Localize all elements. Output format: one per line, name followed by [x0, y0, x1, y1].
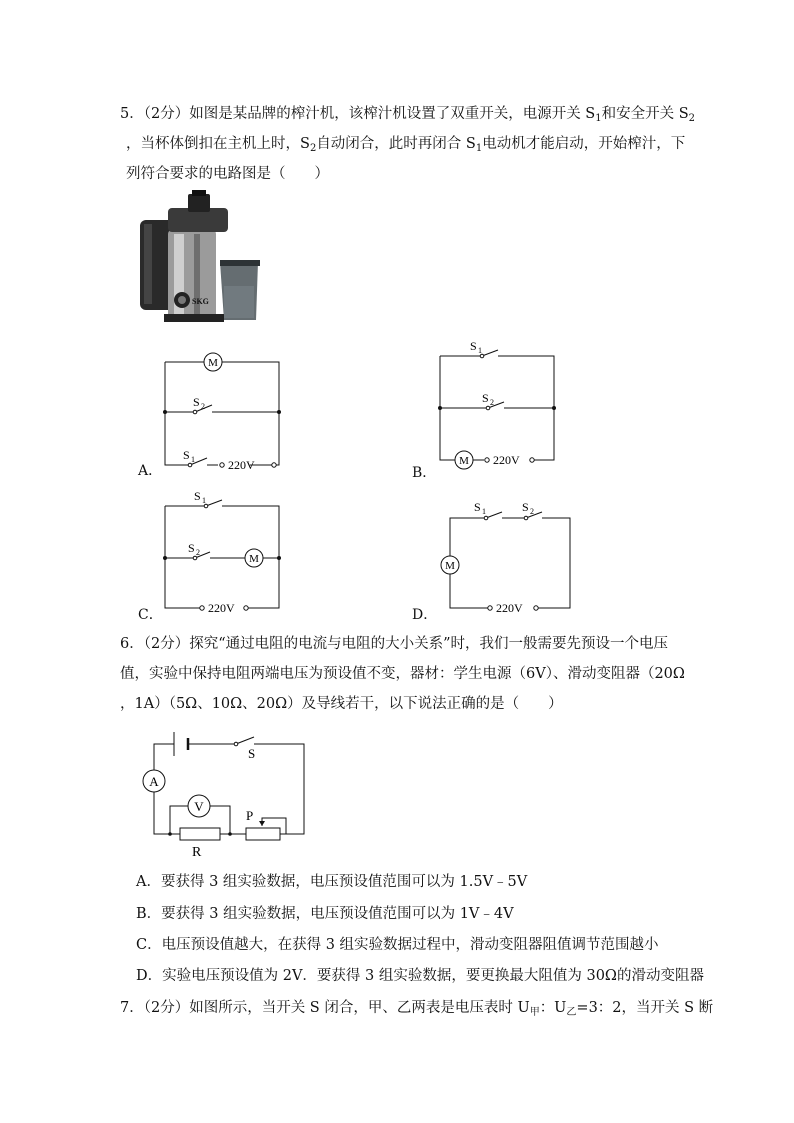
svg-text:220V: 220V: [228, 458, 255, 472]
rheostat-icon: [246, 828, 280, 840]
svg-text:1: 1: [478, 346, 482, 355]
slider-arrow-icon: [259, 821, 265, 826]
svg-text:220V: 220V: [208, 601, 235, 615]
q6-option-d: D．实验电压预设值为 2V．要获得 3 组实验数据，要更换最大阻值为 30Ω的滑动变阻器: [136, 968, 704, 984]
switch-label: S: [248, 746, 256, 761]
svg-text:S: S: [482, 391, 489, 405]
slider-label: P: [246, 808, 254, 823]
svg-text:S: S: [522, 500, 529, 514]
svg-text:2: 2: [490, 398, 494, 407]
svg-text:1: 1: [202, 496, 206, 505]
resistor-label: R: [192, 845, 202, 860]
option-c-label: C．: [138, 607, 163, 623]
option-a-label: A．: [138, 463, 163, 479]
q5-line-3: 列符合要求的电路图是（ ）: [126, 166, 329, 182]
svg-text:S: S: [474, 500, 481, 514]
svg-text:2: 2: [196, 548, 200, 557]
svg-text:V: V: [194, 799, 204, 814]
circuit-b: [430, 336, 570, 476]
svg-text:M: M: [459, 455, 469, 467]
circuit-d: [430, 496, 580, 620]
svg-text:2: 2: [530, 507, 534, 516]
svg-text:S: S: [183, 448, 190, 462]
circuit-c: [150, 484, 300, 620]
q6-circuit: [134, 726, 314, 864]
q6-line-1: 6．（2分）探究“通过电阻的电流与电阻的大小关系”时，我们一般需要先预设一个电压: [120, 636, 669, 652]
q6-option-c: C．电压预设值越大，在获得 3 组实验数据过程中，滑动变阻器阻值调节范围越小: [136, 937, 659, 953]
q5-line-2: ，当杯体倒扣在主机上时，$S_2$自动闭合，此时再闭合 $S_1$电动机才能启动，开始榨汁，下: [126, 136, 686, 154]
svg-text:S: S: [193, 395, 200, 409]
q6-option-a: A．要获得 3 组实验数据，电压预设值范围可以为 1.5V﹣5V: [136, 874, 528, 890]
svg-text:1: 1: [191, 455, 195, 464]
q7-line-1: 7．（2分）如图所示，当开关 S 闭合，甲、乙两表是电压表时 $U_甲$：$U_乙=3$：2，当开关 S 断: [120, 1000, 714, 1018]
juicer-brand: SKG: [192, 297, 209, 306]
svg-text:S: S: [188, 541, 195, 555]
option-b-label: B．: [412, 465, 437, 481]
juicer-photo: [138, 190, 266, 328]
svg-text:S: S: [194, 489, 201, 503]
svg-text:S: S: [470, 339, 477, 353]
q6-line-2: 值，实验中保持电阻两端电压为预设值不变，器材：学生电源（6V）、滑动变阻器（20Ω: [120, 666, 685, 682]
resistor-icon: [180, 828, 220, 840]
svg-text:M: M: [249, 553, 259, 565]
q5-line-1: 5．（2分）如图是某品牌的榨汁机，该榨汁机设置了双重开关，电源开关 $S_1$和安全开关 $S_2$: [120, 106, 696, 124]
svg-text:1: 1: [482, 507, 486, 516]
q6-line-3: ，1A）（5Ω、10Ω、20Ω）及导线若干，以下说法正确的是（ ）: [120, 696, 563, 712]
q6-option-b: B．要获得 3 组实验数据，电压预设值范围可以为 1V﹣4V: [136, 906, 514, 922]
juicer-chute: [188, 194, 210, 212]
svg-text:M: M: [208, 357, 218, 369]
svg-text:A: A: [149, 774, 159, 789]
svg-text:220V: 220V: [493, 453, 520, 467]
svg-text:M: M: [445, 560, 455, 572]
svg-text:2: 2: [201, 402, 205, 411]
option-d-label: D．: [412, 607, 438, 623]
svg-text:220V: 220V: [496, 601, 523, 615]
circuit-a: [150, 348, 300, 478]
